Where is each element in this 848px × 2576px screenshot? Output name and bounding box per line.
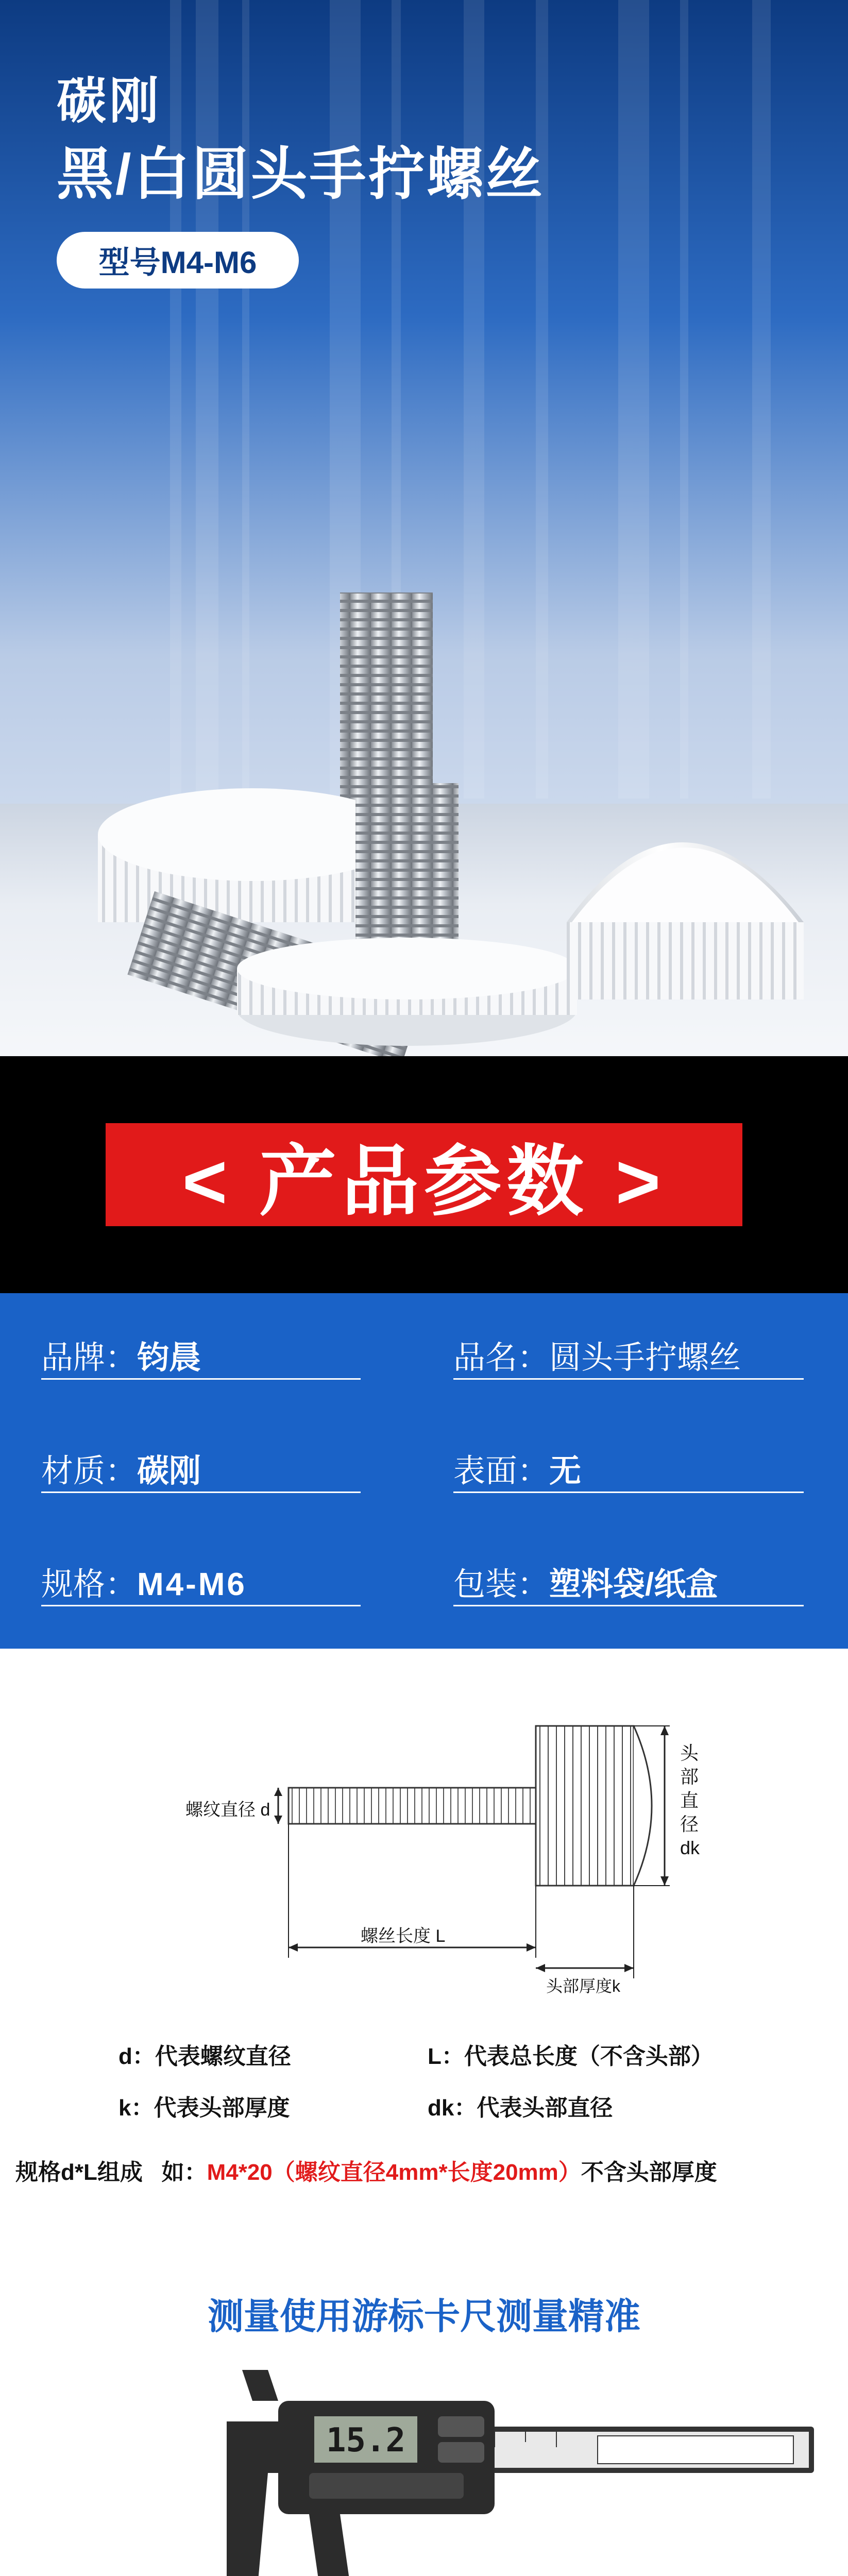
label-thread-diameter: 螺纹直径 d bbox=[185, 1800, 270, 1820]
label-head-diameter: 头部直径dk bbox=[680, 1742, 700, 1858]
label-head-thickness: 头部厚度k bbox=[546, 1977, 621, 1995]
param-value: 圆头手拧螺丝 bbox=[549, 1340, 741, 1376]
param-label: 品牌： bbox=[41, 1340, 138, 1376]
param-package bbox=[453, 1558, 718, 1604]
params-banner-box bbox=[106, 1123, 742, 1226]
legend-k: k：代表头部厚度 bbox=[118, 2095, 290, 2121]
param-surface bbox=[453, 1445, 581, 1491]
hero-section bbox=[0, 0, 848, 1056]
param-label: 表面： bbox=[453, 1453, 550, 1489]
spec-example-mid: 如： bbox=[161, 2160, 207, 2185]
param-name bbox=[453, 1332, 741, 1378]
hero-product-image bbox=[0, 0, 848, 1056]
param-value: 碳刚 bbox=[137, 1453, 201, 1489]
legend-dk: dk：代表头部直径 bbox=[428, 2095, 613, 2121]
param-label: 材质： bbox=[41, 1453, 138, 1489]
params-banner-title: < 产品参数 > bbox=[182, 1138, 666, 1225]
spec-example-red: M4*20（螺纹直径4mm*长度20mm） bbox=[207, 2160, 581, 2185]
caliper-heading: 测量使用游标卡尺测量精准 bbox=[208, 2296, 640, 2336]
spec-example bbox=[15, 2154, 717, 2187]
param-label: 规格： bbox=[41, 1567, 138, 1602]
dimension-diagram bbox=[0, 1649, 848, 2009]
caliper-image bbox=[0, 2370, 848, 2576]
param-spec bbox=[41, 1558, 247, 1604]
param-label: 品名： bbox=[453, 1340, 550, 1376]
legend-L: L：代表总长度（不含头部） bbox=[428, 2044, 714, 2069]
params-banner bbox=[0, 1056, 848, 1293]
param-material bbox=[41, 1445, 201, 1491]
param-value: M4-M6 bbox=[137, 1567, 247, 1602]
param-value: 塑料袋/纸盒 bbox=[549, 1567, 718, 1602]
label-screw-length: 螺丝长度 L bbox=[361, 1926, 446, 1946]
hero-brand: 碳刚 bbox=[57, 74, 162, 129]
params-section bbox=[0, 1293, 848, 1649]
caliper-display: 15.2 bbox=[326, 2421, 406, 2460]
param-value: 无 bbox=[549, 1453, 582, 1489]
param-brand bbox=[41, 1332, 201, 1378]
legend-d: d：代表螺纹直径 bbox=[118, 2044, 291, 2069]
hero-title: 黑/白圆头手拧螺丝 bbox=[57, 143, 545, 206]
param-label: 包装： bbox=[453, 1567, 550, 1602]
spec-example-prefix: 规格d*L组成 bbox=[15, 2160, 143, 2185]
spec-example-suffix: 不含头部厚度 bbox=[581, 2160, 717, 2185]
param-value: 钧晨 bbox=[137, 1340, 201, 1376]
hero-model-text: 型号M4-M6 bbox=[98, 245, 257, 280]
